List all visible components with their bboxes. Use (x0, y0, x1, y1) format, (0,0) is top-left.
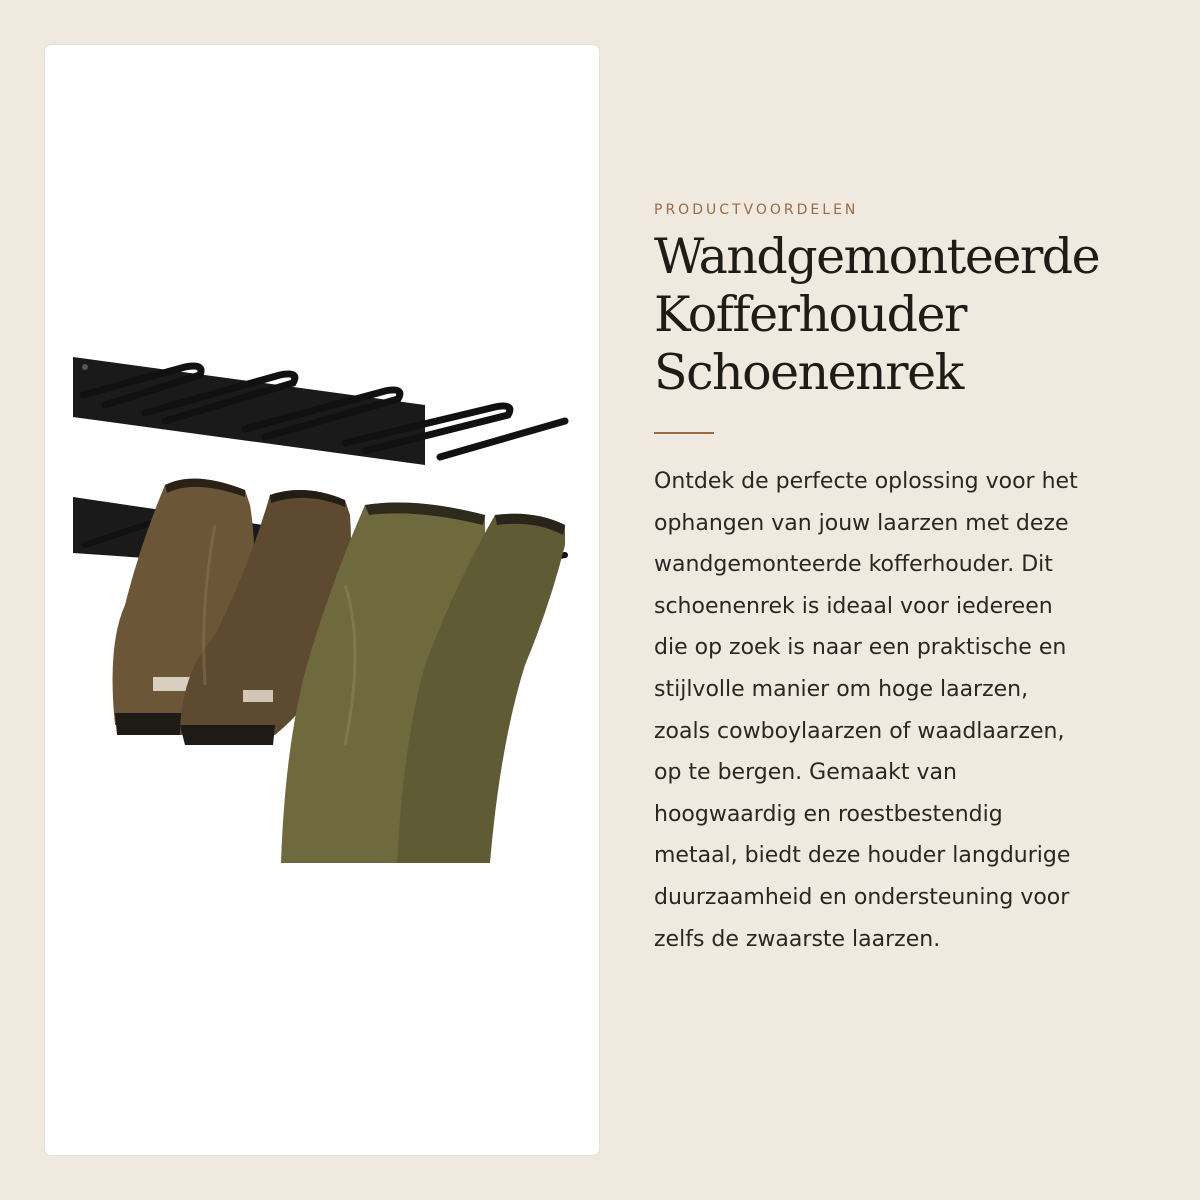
description-line: wandgemonteerde kofferhouder. Dit (654, 552, 1053, 578)
title-line: Wandgemonteerde (654, 228, 1100, 285)
title-line: Schoenenrek (654, 344, 963, 401)
description-line: Ontdek de perfecte oplossing voor het (654, 469, 1078, 494)
product-benefits-section (654, 202, 1154, 960)
description-line: metaal, biedt deze houder langdurige (654, 843, 1071, 869)
description-line: zelfs de zwaarste laarzen. (654, 926, 941, 952)
section-eyebrow: PRODUCTVOORDELEN (654, 202, 859, 218)
product-image (45, 45, 599, 1155)
description-line: die op zoek is naar een praktische en (654, 635, 1067, 661)
description-line: zoals cowboylaarzen of waadlaarzen, (654, 718, 1065, 744)
description-line: hoogwaardig en roestbestendig (654, 801, 1003, 827)
title-line: Kofferhouder (654, 286, 966, 343)
product-image-card (45, 45, 599, 1155)
description-line: stijlvolle manier om hoge laarzen, (654, 676, 1029, 702)
section-description (654, 461, 1154, 960)
description-line: ophangen van jouw laarzen met deze (654, 510, 1069, 536)
description-line: op te bergen. Gemaakt van (654, 760, 957, 786)
description-line: duurzaamheid en ondersteuning voor (654, 884, 1070, 910)
description-line: schoenenrek is ideaal voor iedereen (654, 593, 1053, 619)
accent-divider (654, 432, 714, 434)
section-title (654, 228, 1154, 402)
